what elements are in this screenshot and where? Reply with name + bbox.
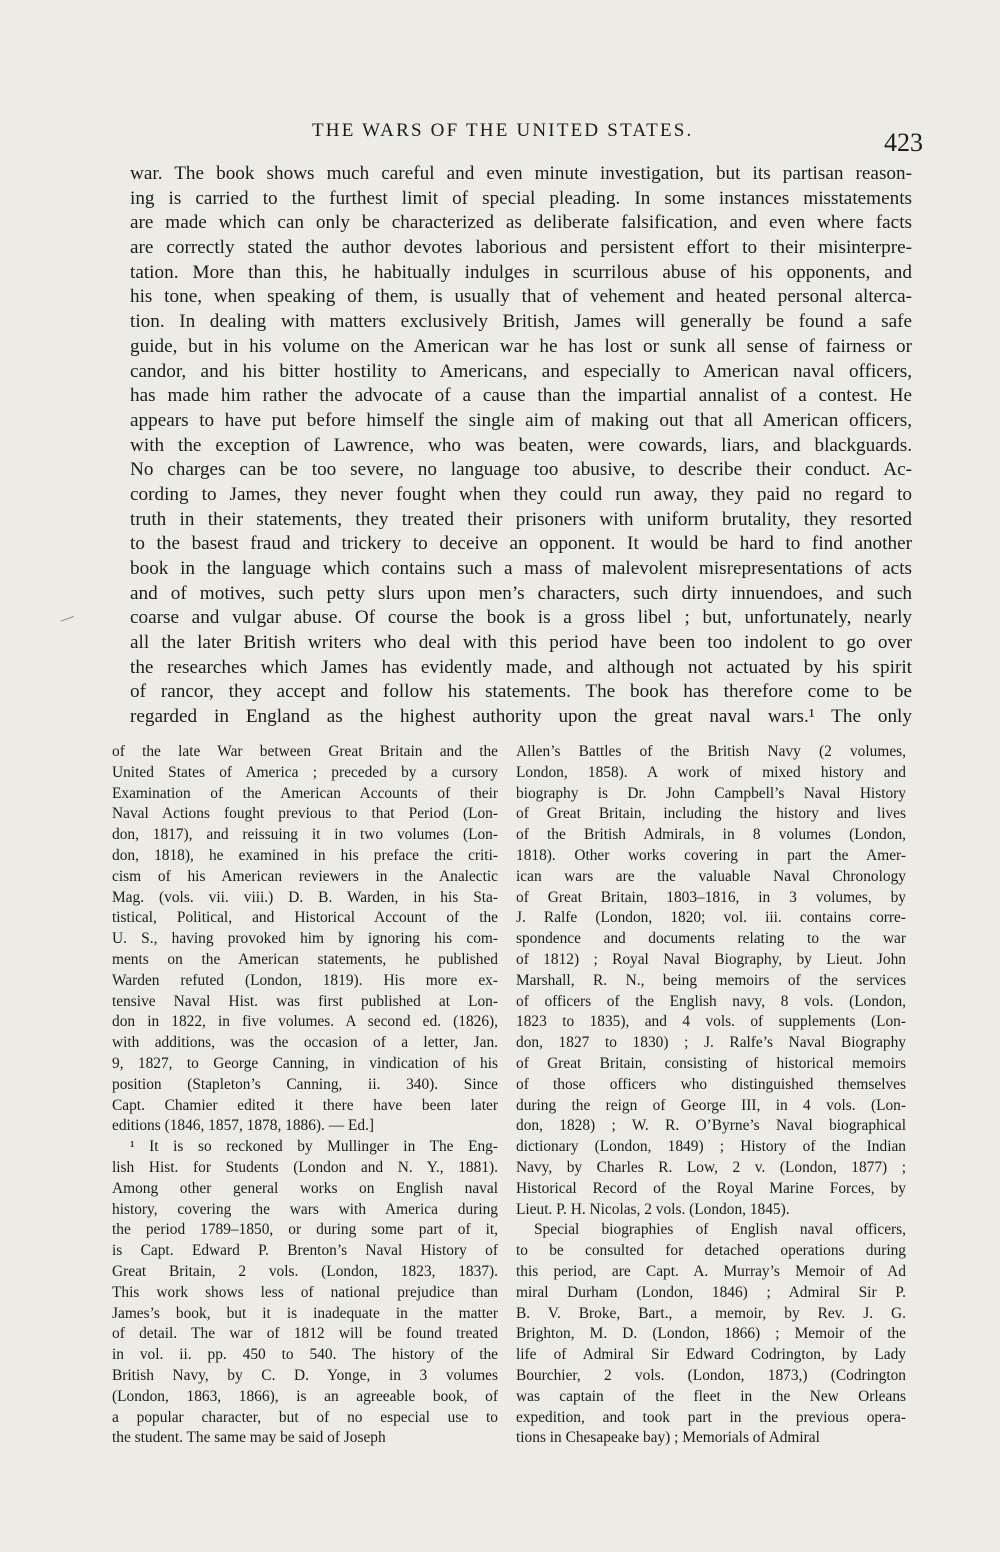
- footnote-line: ments on the American statements, he published: [112, 950, 498, 968]
- body-text-line: tion. In dealing with matters exclusively British, James will generally be found a safe: [130, 311, 912, 333]
- footnote-line: to be consulted for detached operations during: [516, 1242, 906, 1260]
- footnote-line: Brighton, M. D. (London, 1866) ; Memoir of the: [516, 1325, 906, 1343]
- footnote-line: London, 1858). A work of mixed history and: [516, 763, 906, 781]
- body-text-line: and of motives, such petty slurs upon men’s characters, such dirty innuendoes, and such: [130, 582, 912, 604]
- margin-mark: [61, 616, 78, 631]
- footnote-line: the period 1789–1850, or during some part of it,: [112, 1221, 498, 1239]
- footnote-line: (London, 1863, 1866), is an agreeable book, of: [112, 1387, 498, 1405]
- footnote-line: Marshall, R. N., being memoirs of the services: [516, 971, 906, 989]
- body-text-line: has made him rather the advocate of a cause than the impartial annalist of a contest. He: [130, 385, 912, 407]
- footnote-line: don, 1828) ; W. R. O’Byrne’s Naval biographical: [516, 1117, 906, 1135]
- body-text-line: coarse and vulgar abuse. Of course the book is a gross libel ; but, unfortunately, nearly: [130, 607, 912, 629]
- body-text-line: are made which can only be characterized as deliberate falsification, and even where facts: [130, 212, 912, 234]
- running-title: THE WARS OF THE UNITED STATES.: [312, 120, 694, 141]
- footnote-line: dictionary (London, 1849) ; History of the Indian: [516, 1138, 906, 1156]
- footnote-line: U. S., having provoked him by ignoring his com-: [112, 930, 498, 948]
- footnote-line: of the late War between Great Britain and the: [112, 743, 498, 760]
- body-text-line: cording to James, they never fought when they could run away, they paid no regard to: [130, 483, 912, 505]
- footnote-line: British Navy, by C. D. Yonge, in 3 volumes: [112, 1366, 498, 1384]
- footnote-line: 9, 1827, to George Canning, in vindication of his: [112, 1054, 498, 1072]
- body-text-line: appears to have put before himself the single aim of making out that all American officers,: [130, 409, 912, 431]
- footnote-line: spondence and documents relating to the war: [516, 930, 906, 948]
- footnote-line: expedition, and took part in the previous opera-: [516, 1408, 906, 1426]
- footnote-line: don, 1827 to 1830) ; J. Ralfe’s Naval Biography: [516, 1034, 906, 1052]
- body-text-line: candor, and his bitter hostility to Americans, and especially to American naval officers,: [130, 360, 912, 382]
- main-body-text: [130, 162, 912, 730]
- footnote-line: James’s book, but it is inadequate in the matter: [112, 1304, 498, 1322]
- footnote-line: tions in Chesapeake bay) ; Memorials of Admiral: [516, 1429, 820, 1447]
- page-number: 423: [884, 128, 923, 157]
- footnote-line: 1818). Other works covering in part the Amer-: [516, 846, 906, 864]
- footnote-line: of detail. The war of 1812 will be found treated: [112, 1325, 498, 1343]
- footnote-line: Bourchier, 2 vols. (London, 1873,) (Codrington: [516, 1366, 906, 1384]
- footnote-line: a popular character, but of no especial use to: [112, 1408, 498, 1426]
- footnote-line: of Great Britain, including the history and lives: [516, 805, 906, 823]
- footnote-line: Lieut. P. H. Nicolas, 2 vols. (London, 1845).: [516, 1200, 790, 1218]
- footnote-line: biography is Dr. John Campbell’s Naval History: [516, 784, 906, 802]
- body-text-line: his tone, when speaking of them, is usually that of vehement and heated personal alterca-: [130, 286, 912, 308]
- footnote-line: miral Durham (London, 1846) ; Admiral Sir P.: [516, 1283, 906, 1301]
- footnote-column-left: [112, 742, 498, 1449]
- footnote-line: of Great Britain, consisting of historical memoirs: [516, 1054, 906, 1072]
- footnote-line: Naval Actions fought previous to that Period (Lon-: [112, 805, 498, 823]
- footnote-line: Allen’s Battles of the British Navy (2 volumes,: [516, 743, 906, 760]
- footnote-line: lish Hist. for Students (London and N. Y., 1881).: [112, 1158, 498, 1176]
- footnote-line: of 1812) ; Royal Naval Biography, by Lieut. John: [516, 950, 906, 968]
- footnote-line: don, 1818), he examined in his preface the criti-: [112, 846, 498, 864]
- body-text-line: No charges can be too severe, no language too abusive, to describe their conduct. Ac-: [130, 459, 912, 481]
- body-text-line: truth in their statements, they treated their prisoners with uniform brutality, they resorted: [130, 508, 912, 530]
- footnote-line: cism of his American reviewers in the Analectic: [112, 867, 498, 885]
- body-text-line: of rancor, they accept and follow his statements. The book has therefore come to be: [130, 681, 912, 703]
- footnote-line: B. V. Broke, Bart., a memoir, by Rev. J. G.: [516, 1304, 906, 1322]
- body-text-line: war. The book shows much careful and even minute investigation, but its partisan reason-: [130, 163, 912, 184]
- footnote-line: Capt. Chamier edited it there have been later: [112, 1096, 498, 1114]
- footnote-line: ican wars are the valuable Naval Chronology: [516, 867, 906, 885]
- footnote-line: tensive Naval Hist. was first published at Lon-: [112, 992, 498, 1010]
- footnote-line: ¹ It is so reckoned by Mullinger in The Eng-: [130, 1138, 498, 1156]
- footnote-line: of Great Britain, 1803–1816, in 3 volumes, by: [516, 888, 906, 906]
- body-text-line: with the exception of Lawrence, who was beaten, were cowards, liars, and blackguards.: [130, 434, 912, 456]
- body-text-line: to the basest fraud and trickery to deceive an opponent. It would be hard to find another: [130, 533, 912, 555]
- footnote-line: United States of America ; preceded by a cursory: [112, 763, 498, 781]
- body-text-line: book in the language which contains such a mass of malevolent misrepresentations of acts: [130, 558, 912, 579]
- footnote-line: Historical Record of the Royal Marine Forces, by: [516, 1179, 906, 1197]
- footnote-line: Great Britain, 2 vols. (London, 1823, 1837).: [112, 1262, 498, 1280]
- footnote-line: tistical, Political, and Historical Account of the: [112, 909, 498, 927]
- footnote-line: during the reign of George III, in 4 vols. (Lon-: [516, 1096, 906, 1114]
- footnote-line: J. Ralfe (London, 1820; vol. iii. contains corre-: [516, 909, 906, 927]
- footnote-column-right: [516, 742, 906, 1449]
- footnote-line: the student. The same may be said of Joseph: [112, 1429, 386, 1447]
- footnote-line: editions (1846, 1857, 1878, 1886). — Ed.]: [112, 1117, 375, 1135]
- footnote-line: Mag. (vols. vii. viii.) D. B. Warden, in his Sta-: [112, 888, 498, 906]
- footnote-line: with additions, was the occasion of a letter, Jan.: [112, 1034, 498, 1052]
- footnote-line: Navy, by Charles R. Low, 2 v. (London, 1877) ;: [516, 1158, 906, 1176]
- running-header: [0, 120, 1000, 160]
- footnote-line: Examination of the American Accounts of their: [112, 784, 498, 802]
- footnote-line: life of Admiral Sir Edward Codrington, by Lady: [516, 1346, 906, 1364]
- body-text-line: regarded in England as the highest authority upon the great naval wars.¹ The only: [130, 706, 912, 728]
- body-text-line: ing is carried to the furthest limit of special pleading. In some instances misstatements: [130, 187, 912, 209]
- footnote-line: of the British Admirals, in 8 volumes (London,: [516, 826, 906, 844]
- footnote-line: was captain of the fleet in the New Orleans: [516, 1387, 906, 1405]
- footnote-line: in vol. ii. pp. 450 to 540. The history of the: [112, 1346, 498, 1364]
- footnote-line: don in 1822, in five volumes. A second ed. (1826),: [112, 1013, 498, 1031]
- body-text-line: all the later British writers who deal with this period have been too indolent to go over: [130, 632, 912, 654]
- footnote-line: don, 1817), and reissuing it in two volumes (Lon-: [112, 826, 498, 844]
- footnote-line: Among other general works on English naval: [112, 1179, 498, 1197]
- body-text-line: the researches which James has evidently made, and although not actuated by his spirit: [130, 656, 912, 678]
- footnote-line: This work shows less of national prejudice than: [112, 1283, 498, 1301]
- footnote-line: position (Stapleton’s Canning, ii. 340). Since: [112, 1075, 498, 1093]
- footnote-line: Special biographies of English naval officers,: [534, 1221, 906, 1239]
- body-text-line: tation. More than this, he habitually indulges in scurrilous abuse of his opponents, and: [130, 261, 912, 283]
- footnote-line: of officers of the English navy, 8 vols. (London,: [516, 992, 906, 1010]
- body-text-line: guide, but in his volume on the American war he has lost or sunk all sense of fairness or: [130, 335, 912, 357]
- footnote-line: history, covering the wars with America during: [112, 1200, 498, 1218]
- footnote-line: Warden refuted (London, 1819). His more ex-: [112, 971, 498, 989]
- footnote-line: 1823 to 1835), and 4 vols. of supplements (Lon-: [516, 1013, 906, 1031]
- footnote-line: of those officers who distinguished themselves: [516, 1075, 906, 1093]
- footnote-line: is Capt. Edward P. Brenton’s Naval History of: [112, 1242, 498, 1260]
- footnote-line: this period, are Capt. A. Murray’s Memoir of Ad: [516, 1262, 906, 1280]
- body-text-line: are correctly stated the author devotes laborious and persistent effort to their misinterpre-: [130, 237, 912, 259]
